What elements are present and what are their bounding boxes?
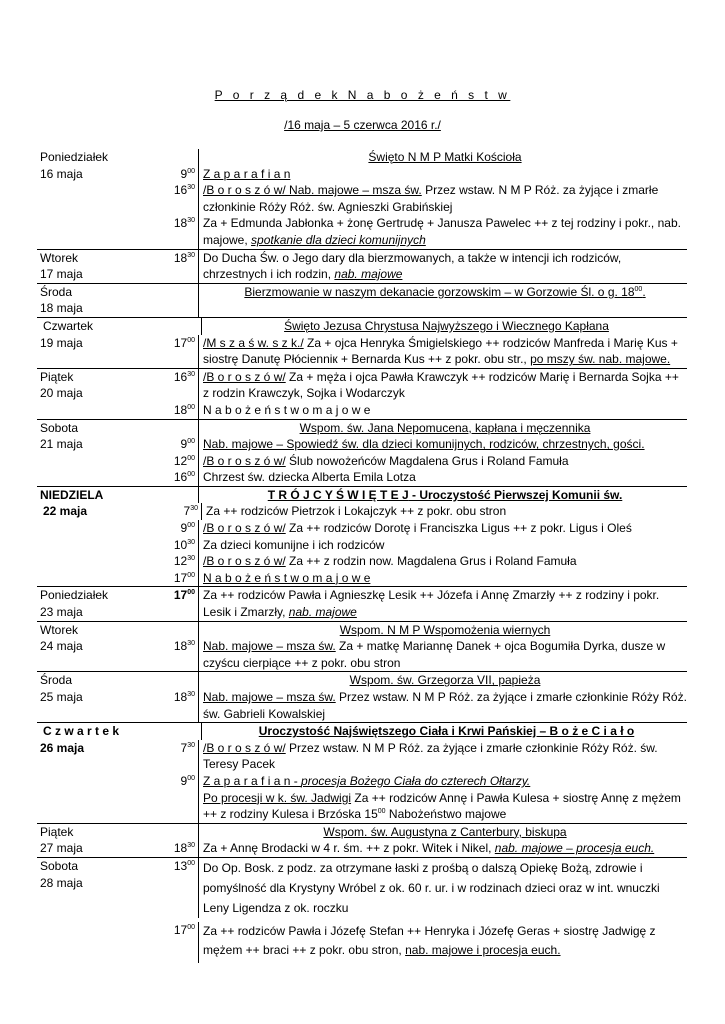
day-name: Wtorek [40,622,79,637]
schedule-table [37,149,687,963]
day-date: 27 maja [40,841,83,856]
mass-time: $18^{30}$ [173,841,195,856]
mass-time: $16^{30}$ [173,183,195,198]
day-block-23-maja [37,587,687,621]
day-heading: Wspom. N M P Wspomożenia wiernych [198,622,687,639]
mass-intention: Do Op. Bosk. z podz. za otrzymane łaski z prośbą o dalszą Opiekę Bożą, zdrowie i pomyślność dla Krystyny Wróbel z ok. 60 r. ur. i w rodzinach dzieci oraz w int. wnuczki Leny Ligendza z ok. roczku [198,858,687,918]
day-block-26-maja [37,723,687,824]
day-block-27-maja [37,824,687,858]
day-name: Środa [40,284,73,299]
mass-time: $17^{00}$ [173,922,195,937]
mass-time: $12^{00}$ [173,453,195,468]
mass-intention: Chrzest św. dziecka Alberta Emila Lotza [198,469,687,486]
mass-intention: Za + Annę Brodacki w 4 r. śm. ++ z pokr. Witek i Nikel, nab. majowe – procesja euch. [198,840,687,857]
mass-intention: Z a p a r a f i a n - procesja Bożego Ciała do czterech Ołtarzy. [198,773,687,790]
day-block-20-maja [37,369,687,420]
mass-time: $17^{00}$ [173,588,195,603]
day-name: Wtorek 17 maja [40,250,83,282]
mass-time: $17^{00}$ [173,570,195,585]
day-block-24-maja [37,622,687,673]
mass-intention: Nab. majowe – msza św. Przez wstaw. N M P Róż. za żyjące i zmarłe członkinie Róży Róż. św. Gabrieli Kowalskiej [198,689,687,722]
day-heading: Wspom. św. Augustyna z Canterbury, biskupa [198,824,687,841]
day-block-21-maja [37,420,687,487]
mass-time: $10^{30}$ [173,537,195,552]
day-block-18-maja [37,284,687,318]
mass-time: $18^{30}$ [173,216,195,231]
day-heading: Święto Jezusa Chrystusa Najwyższego i Wiecznego Kapłana [201,318,687,335]
mass-intention: Po procesji w k. św. Jadwigi Za ++ rodziców Annę i Pawła Kulesa + siostrę Annę z mężem ++ z rodziny Kulesa i Brzóska $15^{00}$ Nabożeństwo majowe [198,790,687,823]
day-heading: Wspom. św. Grzegorza VII, papieża [198,672,687,689]
day-heading: Uroczystość Najświętszego Ciała i Krwi Pańskiej – B o ż e C i a ł o [201,723,687,740]
day-name: Piątek [40,824,74,839]
mass-time: $18^{30}$ [173,250,195,265]
mass-time: $16^{30}$ [173,369,195,384]
day-heading: Bierzmowanie w naszym dekanacie gorzowskim – w Gorzowie Śl. o g. $18^{00}$. [198,284,687,301]
day-name: Poniedziałek [40,150,109,164]
mass-intention: N a b o ż e ń s t w o m a j o w e [198,402,687,419]
day-block-25-maja [37,672,687,723]
mass-time: $7^{30}$ [183,504,198,519]
mass-intention: Za dzieci komunijne i ich rodziców [198,537,687,554]
day-date: 19 maja [40,335,83,350]
day-name: Czwartek [43,318,94,333]
day-date: 26 maja [40,740,85,755]
page-title: P o r z ą d e k N a b o ż e ń s t w [214,88,511,102]
day-block-22-maja [37,487,687,588]
mass-time: $9^{00}$ [180,521,195,536]
mass-intention: /B o r o s z ó w/ Za ++ rodziców Dorotę i Franciszka Ligus ++ z pokr. Ligus i Oleś [198,520,687,537]
day-date: 25 maja [40,690,83,704]
day-name: Sobota [40,420,79,435]
mass-intention: /B o r o s z ó w/ Przez wstaw. N M P Róż. za żyjące i zmarłe członkinie Róży Róż. św. Teresy Pacek [198,740,687,773]
mass-intention: /B o r o s z ó w/ Ślub nowożeńców Magdalena Grus i Roland Famuła [198,453,687,470]
day-name: Sobota 28 maja [40,858,83,890]
mass-intention: Nab. majowe – Spowiedź św. dla dzieci komunijnych, rodziców, chrzestnych, gości. [198,436,687,453]
mass-intention: Za ++ rodziców Pawła i Józefę Stefan ++ Henryka i Józefę Geras + siostrę Jadwigę z mężem ++ braci ++ z pokr. obu stron, nab. majowe i procesja euch. [198,922,687,963]
day-date: 24 maja [40,639,83,654]
mass-time: $16^{00}$ [173,470,195,485]
day-date: 18 maja [40,301,83,316]
day-name: Środa [40,673,73,688]
mass-intention: /B o r o s z ó w/ Nab. majowe – msza św. Przez wstaw. N M P Róż. za żyjące i zmarłe członkinie Róży Róż. św. Agnieszki Grabińskiej [198,182,687,215]
day-block-16-maja [37,149,687,250]
mass-time: $18^{30}$ [173,639,195,654]
mass-time: $7^{30}$ [180,740,195,755]
day-heading: Święto N M P Matki Kościoła [198,149,687,166]
page-subtitle: /16 maja – 5 czerwca 2016 r./ [284,118,441,132]
day-heading: T R Ó J C Y Ś W I Ę T E J - Uroczystość Pierwszej Komunii św. [198,487,687,504]
mass-intention: Nab. majowe – msza św. Za + matkę Mariannę Danek + ojca Bogumiła Dyrka, dusze w czyścu cierpiące ++ z pokr. obu stron [198,638,687,671]
mass-intention: Za ++ rodziców Pietrzok i Lokajczyk ++ z pokr. obu stron [201,503,687,520]
day-date: 21 maja [40,437,83,452]
mass-intention: Do Ducha Św. o Jego dary dla bierzmowanych, a także w intencji ich rodziców, chrzestnych i ich rodzin, nab. majowe [198,250,687,283]
day-date: 22 maja [43,504,88,519]
day-name: C z w a r t e k [43,724,120,739]
mass-time: $18^{30}$ [173,690,195,704]
mass-intention: /B o r o s z ó w/ Za ++ z rodzin now. Magdalena Grus i Roland Famuła [198,553,687,570]
day-name: Poniedziałek 23 maja [40,588,109,620]
day-name: Piątek 20 maja [40,369,83,401]
mass-intention: N a b o ż e ń s t w o m a j o w e [198,570,687,587]
mass-intention: Za ++ rodziców Pawła i Agnieszkę Lesik ++ Józefa i Annę Zmarzły ++ z rodziny i pokr. Lesik i Zmarzły, nab. majowe [198,587,687,620]
mass-time: $9^{00}$ [180,773,195,788]
mass-time: $9^{00}$ [180,437,195,452]
mass-time: $18^{00}$ [173,402,195,417]
mass-intention: Za + Edmunda Jabłonka + żonę Gertrudę + Janusza Pawelec ++ z tej rodziny i pokr., nab. majowe, spotkanie dla dzieci komunijnych [198,215,687,248]
mass-time: $13^{00}$ [173,858,195,873]
day-block-17-maja [37,250,687,284]
mass-intention: Z a p a r a f i a n [198,166,687,183]
mass-time: $17^{00}$ [173,335,195,350]
mass-time: $12^{30}$ [173,554,195,569]
day-heading: Wspom. św. Jana Nepomucena, kapłana i męczennika [198,420,687,437]
day-date: 16 maja [40,166,83,181]
mass-intention: /M s z a ś w. s z k./ Za + ojca Henryka Śmigielskiego ++ rodziców Manfreda i Marię Kus + siostrę Danutę Płócienniк + Bernarda Kus ++ z pokr. obu str., po mszy św. nab. majowe. [198,335,687,368]
day-block-19-maja [37,318,687,369]
mass-intention: /B o r o s z ó w/ Za + męża i ojca Pawła Krawczyk ++ rodziców Marię i Bernarda Sojka ++ z rodzin Krawczyk, Sojka i Wodarczyk [198,369,687,402]
day-block-28-maja [37,858,687,963]
mass-time: $9^{00}$ [180,166,195,181]
day-name: NIEDZIELA [40,487,104,502]
